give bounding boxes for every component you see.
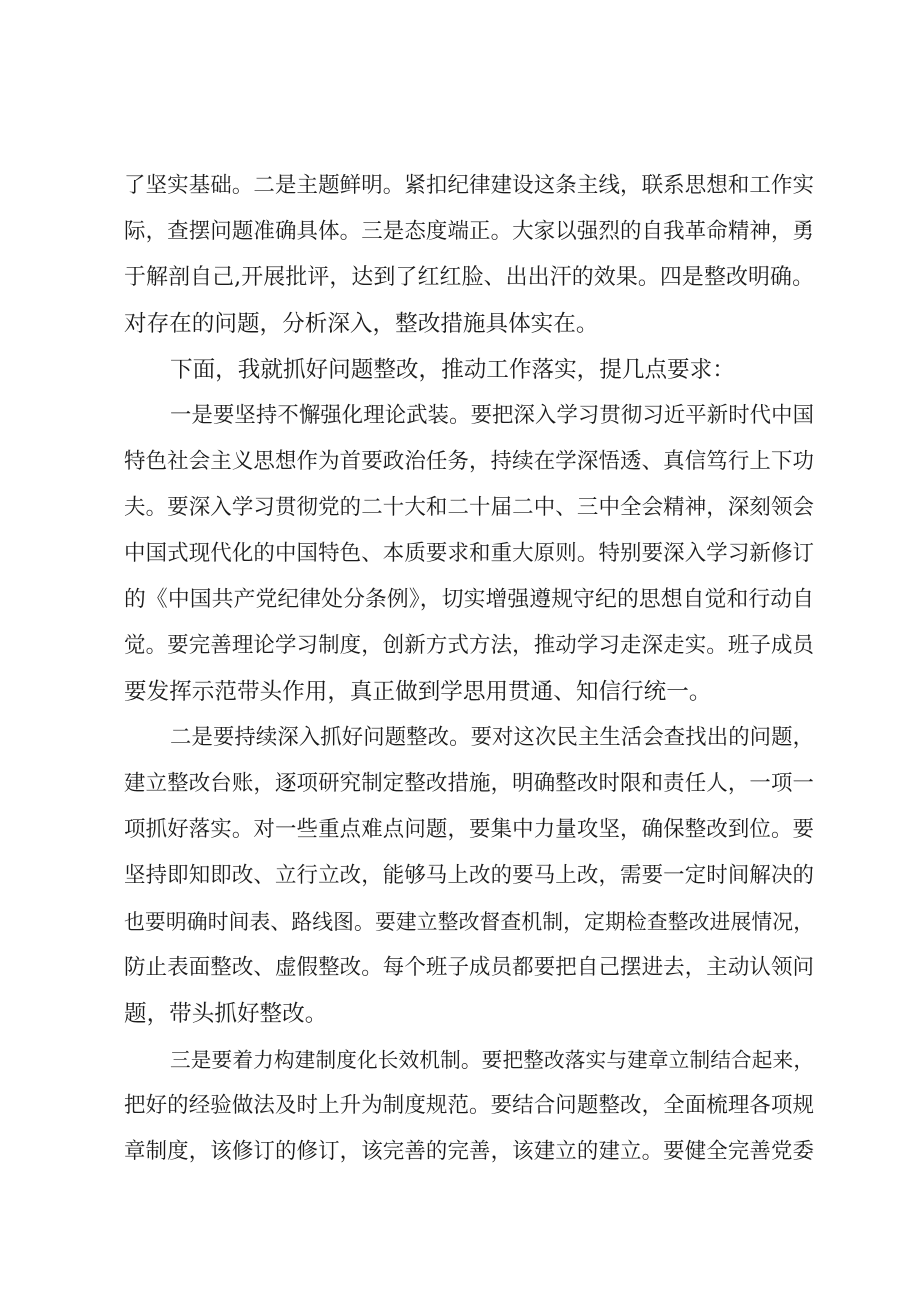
text-line: 中国式现代化的中国特色、本质要求和重大原则。特别要深入学习新修订	[124, 541, 814, 566]
text-line: 题，带头抓好整改。	[124, 1001, 328, 1027]
text-line: 了坚实基础。二是主题鲜明。紧扣纪律建设这条主线，联系思想和工作实	[124, 173, 814, 198]
text-line: 防止表面整改、虚假整改。每个班子成员都要把自己摆进去，主动认领问	[124, 955, 814, 980]
text-line: 把好的经验做法及时上升为制度规范。要结合问题整改，全面梳理各项规	[124, 1093, 814, 1118]
text-line: 也要明确时间表、路线图。要建立整改督查机制，定期检查整改进展情况，	[124, 910, 814, 934]
text-line: 觉。要完善理论学习制度，创新方式方法，推动学习走深走实。班子成员	[124, 633, 814, 658]
text-line: 于解剖自己,开展批评，达到了红红脸、出出汗的效果。四是整改明确。	[124, 265, 814, 290]
document-body	[124, 163, 814, 1175]
text-line: 建立整改台账，逐项研究制定整改措施，明确整改时限和责任人，一项一	[124, 771, 814, 796]
text-line: 际，查摆问题准确具体。三是态度端正。大家以强烈的自我革命精神，勇	[124, 219, 814, 244]
text-line: 要发挥示范带头作用，真正做到学思用贯通、知信行统一。	[124, 679, 712, 705]
text-line: 对存在的问题，分析深入，整改措施具体实在。	[124, 311, 599, 337]
text-line: 二是要持续深入抓好问题整改。要对这次民主生活会查找出的问题，	[170, 725, 814, 750]
text-line: 一是要坚持不懈强化理论武装。要把深入学习贯彻习近平新时代中国	[170, 403, 814, 428]
text-line: 章制度，该修订的修订，该完善的完善，该建立的建立。要健全完善党委	[124, 1139, 814, 1164]
text-line: 下面，我就抓好问题整改，推动工作落实，提几点要求：	[170, 357, 735, 383]
text-line: 项抓好落实。对一些重点难点问题，要集中力量攻坚，确保整改到位。要	[124, 817, 814, 842]
text-line: 坚持即知即改、立行立改，能够马上改的要马上改，需要一定时间解决的	[124, 863, 814, 888]
text-line: 特色社会主义思想作为首要政治任务，持续在学深悟透、真信笃行上下功	[124, 449, 814, 474]
text-line: 的《中国共产党纪律处分条例》，切实增强遵规守纪的思想自觉和行动自	[124, 587, 814, 612]
text-line: 三是要着力构建制度化长效机制。要把整改落实与建章立制结合起来，	[170, 1048, 814, 1072]
text-line: 夫。要深入学习贯彻党的二十大和二十届二中、三中全会精神，深刻领会	[124, 495, 814, 520]
